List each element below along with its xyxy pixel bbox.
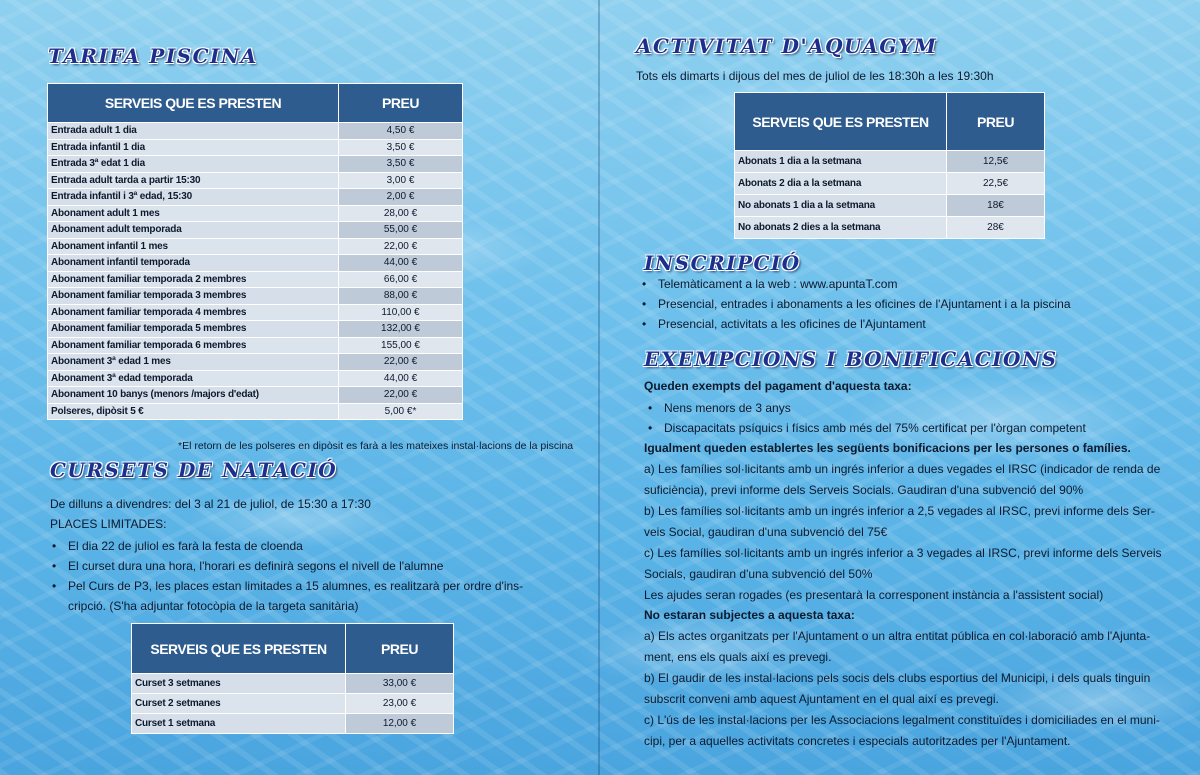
list-item: • Presencial, activitats a les oficines de l'Ajuntament: [642, 317, 926, 331]
table-row: [48, 321, 463, 338]
service-cell: Entrada infantil 1 dia: [48, 139, 339, 156]
cursets-col-service: SERVEIS QUE ES PRESTEN: [132, 624, 346, 674]
inscripcio-title: INSCRIPCIÓ: [644, 251, 801, 275]
list-item: • Discapacitats psíquics i físics amb més del 75% certificat per l'òrgan competent: [648, 421, 1086, 435]
cursets-schedule: De dilluns a divendres: del 3 al 21 de juliol, de 15:30 a 17:30: [50, 497, 371, 511]
not-subject-line: subscrit conveni amb aquest Ajuntament en el qual així es prevegi.: [644, 692, 999, 706]
aquagym-title: ACTIVITAT D'AQUAGYM: [636, 34, 938, 58]
bonus-line: b) Les famílies sol·licitants amb un ingrés inferior a 2,5 vegades al IRSC, previ informe dels Ser-: [644, 504, 1155, 518]
not-subject-lines: [644, 626, 1160, 752]
service-cell: Abonament adult 1 mes: [48, 205, 339, 222]
price-cell: 132,00 €: [339, 321, 463, 338]
service-cell: Abonament infantil 1 mes: [48, 238, 339, 255]
tarifa-col-service: SERVEIS QUE ES PRESTEN: [48, 84, 339, 123]
table-row: [735, 217, 1045, 239]
service-cell: Abonament 3ª edad 1 mes: [48, 354, 339, 371]
service-cell: Abonament adult temporada: [48, 222, 339, 239]
service-cell: Abonats 1 dia a la setmana: [735, 151, 947, 173]
not-subject-heading: No estaran subjectes a aquesta taxa:: [644, 608, 855, 622]
list-item: • El curset dura una hora, l'horari es definirà segons el nivell de l'alumne: [52, 559, 444, 573]
tarifa-col-price: PREU: [339, 84, 463, 123]
exempcions-title: EXEMPCIONS I BONIFICACIONS: [644, 347, 1058, 371]
price-cell: 3,50 €: [339, 139, 463, 156]
table-row: [48, 403, 463, 420]
not-subject-line: c) L'ús de les instal·lacions per les Associacions legalment constituïdes i domiciliades en el muni-: [644, 713, 1160, 727]
aquagym-col-service: SERVEIS QUE ES PRESTEN: [735, 93, 947, 151]
service-cell: Abonament familiar temporada 6 membres: [48, 337, 339, 354]
list-item: • Pel Curs de P3, les places estan limitades a 15 alumnes, es realitzarà per ordre d'ins-: [52, 579, 524, 593]
price-cell: 28,00 €: [339, 205, 463, 222]
table-row: [132, 674, 454, 694]
cursets-bullets: [48, 536, 523, 616]
not-subject-line: cipi, per a aquelles activitats concretes i especials autoritzades per l'Ajuntament.: [644, 734, 1071, 748]
price-cell: 4,50 €: [339, 123, 463, 140]
list-item: cripció. (S'ha adjuntar fotocòpia de la targeta sanitària): [68, 599, 359, 613]
service-cell: Curset 3 setmanes: [132, 674, 346, 694]
inscripcio-bullets: [638, 274, 1071, 334]
table-row: [735, 173, 1045, 195]
bonus-line: veis Social, gaudiran d'una subvenció del 75€: [644, 525, 888, 539]
cursets-title: CURSETS DE NATACIÓ: [50, 458, 338, 482]
tarifa-body: [48, 123, 463, 420]
table-row: [735, 195, 1045, 217]
list-item: • Nens menors de 3 anys: [648, 401, 791, 415]
service-cell: Abonament 10 banys (menors /majors d'edat): [48, 387, 339, 404]
price-cell: 155,00 €: [339, 337, 463, 354]
price-cell: 22,00 €: [339, 238, 463, 255]
service-cell: Abonament familiar temporada 2 membres: [48, 271, 339, 288]
cursets-body: [132, 674, 454, 734]
cursets-table: [131, 623, 454, 734]
bonus-line: c) Les famílies sol·licitants amb un ingrés inferior a 3 vegades al IRSC, previ informe dels Serveis: [644, 546, 1162, 560]
exempt-bullets: [644, 398, 1086, 438]
table-row: [48, 238, 463, 255]
table-row: [48, 139, 463, 156]
price-cell: 44,00 €: [339, 370, 463, 387]
not-subject-line: ment, ens els quals així es prevegi.: [644, 650, 832, 664]
bonus-line: Les ajudes seran rogades (es presentarà la corresponent instància a l'assistent social): [644, 588, 1104, 602]
service-cell: Curset 2 setmanes: [132, 694, 346, 714]
aquagym-table: [734, 92, 1045, 239]
table-row: [48, 337, 463, 354]
service-cell: Entrada 3ª edat 1 dia: [48, 156, 339, 173]
price-cell: 5,00 €*: [339, 403, 463, 420]
not-subject-line: a) Els actes organitzats per l'Ajuntament o un altra entitat pública en col·laboració amb l'Ajunta-: [644, 629, 1151, 643]
price-cell: 33,00 €: [346, 674, 454, 694]
table-row: [48, 156, 463, 173]
price-cell: 12,5€: [947, 151, 1045, 173]
service-cell: Entrada adult 1 dia: [48, 123, 339, 140]
list-item: • Presencial, entrades i abonaments a les oficines de l'Ajuntament i a la piscina: [642, 297, 1071, 311]
price-cell: 110,00 €: [339, 304, 463, 321]
table-row: [48, 205, 463, 222]
bonus-line: a) Les famílies sol·licitants amb un ingrés inferior a dues vegades el IRSC (indicador de renda de: [644, 462, 1161, 476]
table-row: [132, 694, 454, 714]
bonus-lines: [644, 459, 1162, 606]
service-cell: Abonament familiar temporada 3 membres: [48, 288, 339, 305]
price-cell: 22,5€: [947, 173, 1045, 195]
price-cell: 55,00 €: [339, 222, 463, 239]
service-cell: No abonats 1 dia a la setmana: [735, 195, 947, 217]
list-item: • El dia 22 de juliol es farà la festa de cloenda: [52, 539, 303, 553]
price-cell: 88,00 €: [339, 288, 463, 305]
service-cell: Abonament infantil temporada: [48, 255, 339, 272]
price-cell: 22,00 €: [339, 354, 463, 371]
service-cell: Abonament 3ª edad temporada: [48, 370, 339, 387]
table-row: [735, 151, 1045, 173]
table-row: [48, 304, 463, 321]
table-row: [48, 172, 463, 189]
service-cell: Polseres, dipòsit 5 €: [48, 403, 339, 420]
exempt-heading: Queden exempts del pagament d'aquesta taxa:: [644, 379, 912, 393]
tarifa-table: [47, 83, 463, 420]
service-cell: Abonats 2 dia a la setmana: [735, 173, 947, 195]
service-cell: Curset 1 setmana: [132, 714, 346, 734]
cursets-col-price: PREU: [346, 624, 454, 674]
not-subject-line: b) El gaudir de les instal·lacions pels socis dels clubs esportius del Municipi, i dels quals tinguin: [644, 671, 1151, 685]
service-cell: Abonament familiar temporada 5 membres: [48, 321, 339, 338]
tarifa-title: TARIFA PISCINA: [48, 44, 258, 68]
aquagym-schedule: Tots els dimarts i dijous del mes de juliol de les 18:30h a les 19:30h: [636, 69, 994, 83]
price-cell: 23,00 €: [346, 694, 454, 714]
bonus-line: suficiència), previ informe dels Serveis Socials. Gaudiran d'una subvenció del 90%: [644, 483, 1084, 497]
bonus-line: Socials, gaudiran d'una subvenció del 50%: [644, 567, 873, 581]
price-cell: 22,00 €: [339, 387, 463, 404]
cursets-limited: PLACES LIMITADES:: [50, 517, 167, 531]
aquagym-body: [735, 151, 1045, 239]
page-fold: [598, 0, 600, 775]
service-cell: Entrada adult tarda a partir 15:30: [48, 172, 339, 189]
bonus-heading: Igualment queden establertes les següents bonificacions per les persones o famílies.: [644, 441, 1131, 455]
price-cell: 18€: [947, 195, 1045, 217]
price-cell: 3,00 €: [339, 172, 463, 189]
table-row: [132, 714, 454, 734]
price-cell: 12,00 €: [346, 714, 454, 734]
service-cell: Entrada infantil i 3ª edad, 15:30: [48, 189, 339, 206]
list-item: • Telemàticament a la web : www.apuntaT.com: [642, 277, 898, 291]
service-cell: Abonament familiar temporada 4 membres: [48, 304, 339, 321]
table-row: [48, 387, 463, 404]
table-row: [48, 123, 463, 140]
price-cell: 66,00 €: [339, 271, 463, 288]
price-cell: 3,50 €: [339, 156, 463, 173]
tarifa-footnote: *El retorn de les polseres en dipòsit es farà a les mateixes instal·lacions de la piscina: [178, 440, 574, 452]
service-cell: No abonats 2 dies a la setmana: [735, 217, 947, 239]
price-cell: 44,00 €: [339, 255, 463, 272]
price-cell: 28€: [947, 217, 1045, 239]
table-row: [48, 255, 463, 272]
aquagym-col-price: PREU: [947, 93, 1045, 151]
table-row: [48, 370, 463, 387]
table-row: [48, 222, 463, 239]
table-row: [48, 354, 463, 371]
table-row: [48, 189, 463, 206]
table-row: [48, 271, 463, 288]
price-cell: 2,00 €: [339, 189, 463, 206]
table-row: [48, 288, 463, 305]
